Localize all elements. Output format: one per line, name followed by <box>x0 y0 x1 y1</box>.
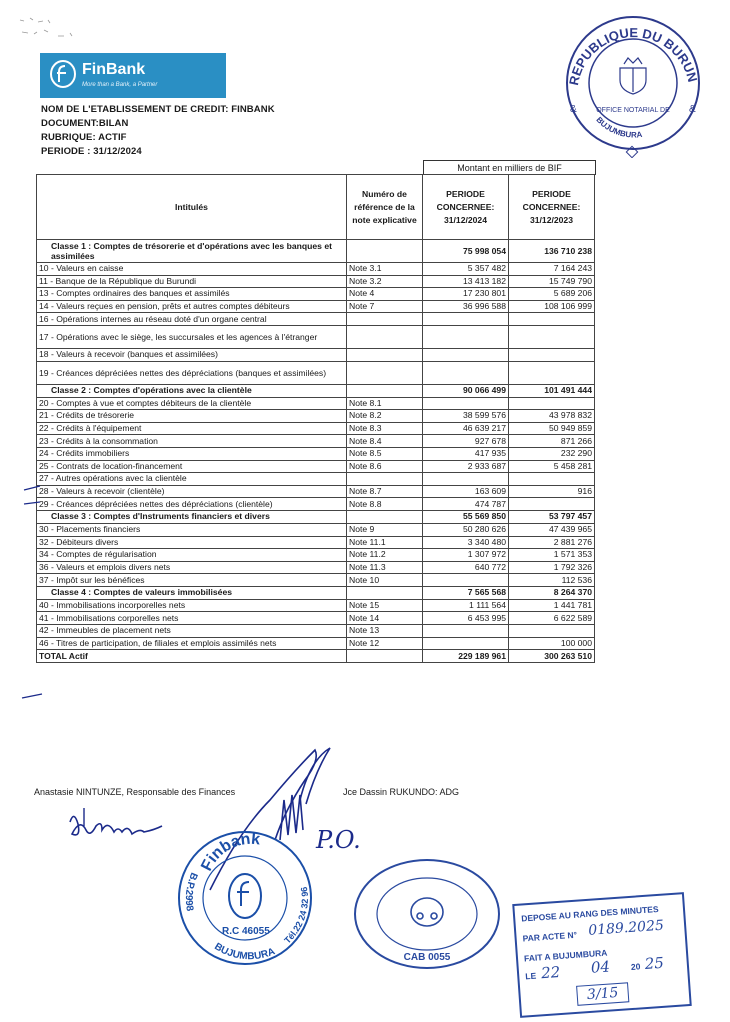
row-value-2024: 927 678 <box>423 435 509 448</box>
row-note <box>347 650 423 663</box>
cab-stamp <box>352 858 502 970</box>
row-note: Note 15 <box>347 599 423 612</box>
row-value-2023: 101 491 444 <box>509 384 595 397</box>
table-body <box>37 240 595 663</box>
depot-line3: FAIT A BUJUMBURA <box>523 947 608 964</box>
coat-of-arms-icon <box>620 58 646 94</box>
table-row <box>37 447 595 460</box>
row-label: 11 - Banque de la République du Burundi <box>37 275 347 288</box>
row-note: Note 3.1 <box>347 263 423 276</box>
row-label: 37 - Impôt sur les bénéfices <box>37 574 347 587</box>
row-value-2024: 55 569 850 <box>423 510 509 523</box>
row-value-2023: 232 290 <box>509 447 595 460</box>
row-note: Note 8.2 <box>347 410 423 423</box>
row-note <box>347 313 423 326</box>
row-value-2023: 47 439 965 <box>509 523 595 536</box>
row-value-2023: 1 571 353 <box>509 549 595 562</box>
row-value-2024 <box>423 348 509 361</box>
row-value-2024: 2 933 687 <box>423 460 509 473</box>
row-value-2023 <box>509 325 595 348</box>
row-note: Note 8.7 <box>347 485 423 498</box>
depot-line5: 20 <box>630 961 641 973</box>
row-value-2024: 38 599 576 <box>423 410 509 423</box>
table-row <box>37 460 595 473</box>
scan-marks <box>18 14 88 42</box>
svg-text:REPUBLIQUE DU BURUNDI <box>558 8 700 87</box>
row-value-2024 <box>423 637 509 650</box>
table-row <box>37 263 595 276</box>
row-value-2023: 50 949 859 <box>509 422 595 435</box>
row-value-2024: 90 066 499 <box>423 384 509 397</box>
row-value-2024: 50 280 626 <box>423 523 509 536</box>
svg-text:&: & <box>570 104 577 115</box>
table-row <box>37 397 595 410</box>
row-value-2024 <box>423 625 509 638</box>
row-label: 29 - Créances dépréciées nettes des dépréciations (clientèle) <box>37 498 347 511</box>
row-value-2023 <box>509 498 595 511</box>
table-row <box>37 612 595 625</box>
row-label: 17 - Opérations avec le siège, les succursales et les agences à l'étranger <box>37 325 347 348</box>
row-label: TOTAL Actif <box>37 650 347 663</box>
table-row <box>37 348 595 361</box>
table-row <box>37 361 595 384</box>
row-label: 13 - Comptes ordinaires des banques et assimilés <box>37 288 347 301</box>
row-value-2024 <box>423 361 509 384</box>
row-note: Note 11.1 <box>347 536 423 549</box>
row-value-2023: 5 689 206 <box>509 288 595 301</box>
depot-line2: PAR ACTE N° <box>522 929 578 944</box>
row-value-2023: 300 263 510 <box>509 650 595 663</box>
row-value-2023: 108 106 999 <box>509 300 595 313</box>
row-note <box>347 510 423 523</box>
row-note: Note 8.8 <box>347 498 423 511</box>
row-value-2024: 474 787 <box>423 498 509 511</box>
depot-hand-day: 22 <box>540 962 561 983</box>
row-value-2023: 15 749 790 <box>509 275 595 288</box>
table-row <box>37 275 595 288</box>
row-label: Classe 3 : Comptes d'Instruments financiers et divers <box>37 510 347 523</box>
bilan-actif-table <box>36 174 595 663</box>
row-value-2023 <box>509 625 595 638</box>
row-label: 18 - Valeurs à recevoir (banques et assimilées) <box>37 348 347 361</box>
table-class-row <box>37 510 595 523</box>
header-rubrique: RUBRIQUE: ACTIF <box>41 132 127 143</box>
row-note <box>347 348 423 361</box>
row-label: 22 - Crédits à l'équipement <box>37 422 347 435</box>
svg-text:B.P.2998 <box>183 871 200 913</box>
table-row <box>37 637 595 650</box>
row-note: Note 8.1 <box>347 397 423 410</box>
row-note: Note 8.3 <box>347 422 423 435</box>
row-value-2023: 100 000 <box>509 637 595 650</box>
depot-hand-month: 04 <box>590 957 611 977</box>
notary-stamp-bottom-text: BUJUMBURA <box>594 115 643 140</box>
row-note: Note 8.4 <box>347 435 423 448</box>
row-value-2023: 916 <box>509 485 595 498</box>
row-label: 21 - Crédits de trésorerie <box>37 410 347 423</box>
row-note: Note 11.2 <box>347 549 423 562</box>
row-value-2023: 1 792 326 <box>509 561 595 574</box>
row-label: 34 - Comptes de régularisation <box>37 549 347 562</box>
table-row <box>37 422 595 435</box>
row-note: Note 7 <box>347 300 423 313</box>
row-label: 24 - Crédits immobiliers <box>37 447 347 460</box>
row-note <box>347 361 423 384</box>
cab-stamp-code: CAB 0055 <box>403 952 451 963</box>
row-value-2023 <box>509 397 595 410</box>
col-note: Numéro de référence de la note explicative <box>347 175 423 240</box>
row-label: 40 - Immobilisations incorporelles nets <box>37 599 347 612</box>
col-periode-2023: PERIODE CONCERNEE: 31/12/2023 <box>509 175 595 240</box>
table-total-row <box>37 650 595 663</box>
table-row <box>37 574 595 587</box>
depot-stamp <box>512 892 692 1018</box>
finbank-logo <box>40 53 226 98</box>
margin-pen-marks <box>20 480 50 710</box>
row-label: Classe 1 : Comptes de trésorerie et d'opérations avec les banques et assimilées <box>37 240 347 263</box>
row-label: 42 - Immeubles de placement nets <box>37 625 347 638</box>
row-value-2024: 46 639 217 <box>423 422 509 435</box>
table-row <box>37 473 595 486</box>
table-row <box>37 561 595 574</box>
row-value-2023 <box>509 348 595 361</box>
row-value-2024: 1 307 972 <box>423 549 509 562</box>
table-row <box>37 435 595 448</box>
table-row <box>37 313 595 326</box>
row-value-2024 <box>423 574 509 587</box>
table-class-row <box>37 240 595 263</box>
row-note: Note 4 <box>347 288 423 301</box>
finbank-stamp-tel: Tél.22 24 32 96 <box>282 886 310 946</box>
depot-hand-frac: 3/15 <box>576 982 629 1006</box>
row-label: 14 - Valeurs reçues en pension, prêts et autres comptes débiteurs <box>37 300 347 313</box>
table-header-row <box>37 175 595 240</box>
row-value-2024: 417 935 <box>423 447 509 460</box>
row-value-2024: 229 189 961 <box>423 650 509 663</box>
row-value-2024: 640 772 <box>423 561 509 574</box>
row-value-2024 <box>423 397 509 410</box>
finbank-stamp <box>170 820 320 970</box>
row-note: Note 11.3 <box>347 561 423 574</box>
col-periode-2024: PERIODE CONCERNEE: 31/12/2024 <box>423 175 509 240</box>
row-value-2023: 6 622 589 <box>509 612 595 625</box>
notary-stamp-top-text: REPUBLIQUE DU BURUN <box>566 25 701 87</box>
row-label: 16 - Opérations internes au réseau doté d'un organe central <box>37 313 347 326</box>
header-document: DOCUMENT:BILAN <box>41 118 129 129</box>
svg-text:Finbank <box>198 831 261 874</box>
logo-name: FinBank <box>82 61 146 78</box>
row-note: Note 9 <box>347 523 423 536</box>
depot-line4: LE <box>524 970 537 982</box>
row-label: Classe 2 : Comptes d'opérations avec la clientèle <box>37 384 347 397</box>
row-value-2024: 3 340 480 <box>423 536 509 549</box>
row-value-2024: 1 111 564 <box>423 599 509 612</box>
row-note: Note 3.2 <box>347 275 423 288</box>
table-row <box>37 523 595 536</box>
row-note: Note 13 <box>347 625 423 638</box>
signatory-right: Jce Dassin RUKUNDO: ADG <box>343 787 460 797</box>
logo-tagline: More than a Bank, a Partner <box>82 82 158 88</box>
header-etablissement: NOM DE L'ETABLISSEMENT DE CREDIT: FINBANK <box>41 104 275 115</box>
row-value-2023: 2 881 276 <box>509 536 595 549</box>
depot-hand-year: 25 <box>644 953 665 974</box>
finbank-stamp-rc: R.C 46055 <box>222 926 270 937</box>
row-label: 36 - Valeurs et emplois divers nets <box>37 561 347 574</box>
table-row <box>37 410 595 423</box>
row-value-2023: 1 441 781 <box>509 599 595 612</box>
row-value-2024: 17 230 801 <box>423 288 509 301</box>
row-value-2024: 6 453 995 <box>423 612 509 625</box>
row-value-2023 <box>509 361 595 384</box>
table-row <box>37 485 595 498</box>
finbank-stamp-name: Finbank <box>198 830 261 874</box>
table-row <box>37 625 595 638</box>
table-row <box>37 536 595 549</box>
row-value-2023 <box>509 473 595 486</box>
row-label: 41 - Immobilisations corporelles nets <box>37 612 347 625</box>
row-label: 23 - Crédits à la consommation <box>37 435 347 448</box>
row-value-2024 <box>423 473 509 486</box>
table-row <box>37 325 595 348</box>
row-value-2024: 5 357 482 <box>423 263 509 276</box>
row-value-2023: 7 164 243 <box>509 263 595 276</box>
table-row <box>37 498 595 511</box>
table-row <box>37 288 595 301</box>
row-value-2024: 75 998 054 <box>423 240 509 263</box>
row-label: 30 - Placements financiers <box>37 523 347 536</box>
table-row <box>37 300 595 313</box>
handwritten-initials: P.O. <box>316 826 361 854</box>
row-value-2024: 13 413 182 <box>423 275 509 288</box>
finbank-stamp-city: BUJUMBURA <box>212 941 277 963</box>
signatory-left: Anastasie NINTUNZE, Responsable des Finances <box>34 787 236 797</box>
row-value-2023: 5 458 281 <box>509 460 595 473</box>
row-value-2023: 43 978 832 <box>509 410 595 423</box>
row-value-2023: 53 797 457 <box>509 510 595 523</box>
table-row <box>37 599 595 612</box>
header-periode: PERIODE : 31/12/2024 <box>41 146 142 157</box>
row-value-2024: 163 609 <box>423 485 509 498</box>
table-class-row <box>37 586 595 599</box>
row-label: 25 - Contrats de location-financement <box>37 460 347 473</box>
row-note <box>347 384 423 397</box>
row-label: 19 - Créances dépréciées nettes des dépréciations (banques et assimilées) <box>37 361 347 384</box>
table-row <box>37 549 595 562</box>
finbank-stamp-logo-icon <box>229 874 261 918</box>
row-note: Note 12 <box>347 637 423 650</box>
cab-stamp-emblem-icon <box>411 898 443 926</box>
row-label: 20 - Comptes à vue et comptes débiteurs de la clientèle <box>37 397 347 410</box>
finbank-stamp-bp: B.P.2998 <box>182 870 200 912</box>
notary-stamp-middle-text: OFFICE NOTARIAL DE <box>596 107 670 114</box>
finbank-logo-icon <box>48 59 78 89</box>
row-note: Note 10 <box>347 574 423 587</box>
row-label: Classe 4 : Comptes de valeurs immobilisées <box>37 586 347 599</box>
row-value-2023: 112 536 <box>509 574 595 587</box>
depot-line1: DEPOSE AU RANG DES MINUTES <box>520 903 659 924</box>
table-class-row <box>37 384 595 397</box>
row-value-2023: 8 264 370 <box>509 586 595 599</box>
row-value-2024 <box>423 325 509 348</box>
row-value-2023: 871 266 <box>509 435 595 448</box>
row-label: 27 - Autres opérations avec la clientèle <box>37 473 347 486</box>
row-label: 32 - Débiteurs divers <box>37 536 347 549</box>
col-intitules: Intitulés <box>37 175 347 240</box>
row-value-2024 <box>423 313 509 326</box>
row-note: Note 14 <box>347 612 423 625</box>
row-note <box>347 240 423 263</box>
row-value-2024: 36 996 588 <box>423 300 509 313</box>
notary-stamp <box>558 8 708 158</box>
row-note <box>347 586 423 599</box>
row-value-2023 <box>509 313 595 326</box>
row-value-2024: 7 565 568 <box>423 586 509 599</box>
row-note <box>347 473 423 486</box>
unit-label: Montant en milliers de BIF <box>423 160 596 175</box>
row-note: Note 8.6 <box>347 460 423 473</box>
row-note <box>347 325 423 348</box>
row-label: 28 - Valeurs à recevoir (clientèle) <box>37 485 347 498</box>
row-note: Note 8.5 <box>347 447 423 460</box>
row-label: 46 - Titres de participation, de filiales et emplois assimilés nets <box>37 637 347 650</box>
svg-text:&: & <box>689 104 696 115</box>
row-value-2023: 136 710 238 <box>509 240 595 263</box>
depot-hand-number: 0189.2025 <box>587 917 665 939</box>
row-label: 10 - Valeurs en caisse <box>37 263 347 276</box>
